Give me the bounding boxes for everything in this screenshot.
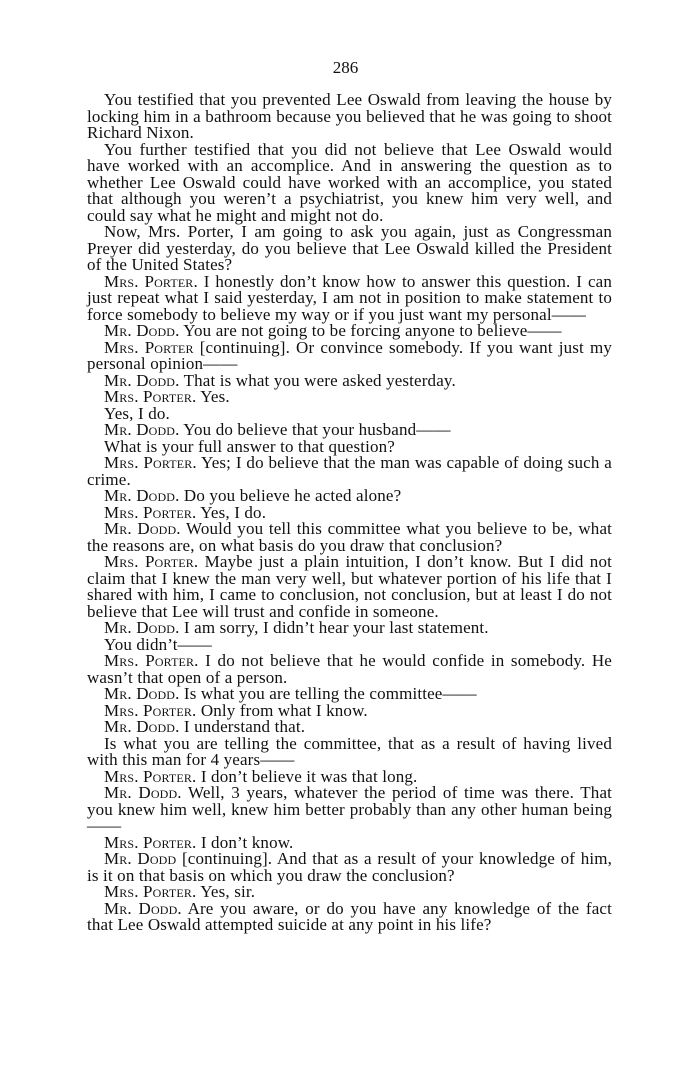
paragraph-text: That is what you were asked yesterday. xyxy=(183,370,456,390)
speaker-name: Mr. Dodd. xyxy=(104,684,180,703)
testimony-paragraph xyxy=(87,653,612,686)
speaker-name: Mr. Dodd. xyxy=(104,783,182,802)
speaker-name: Mrs. Porter. xyxy=(104,882,197,901)
paragraph-text: I do not believe that he would confide in somebody. He wasn’t that open of a person. xyxy=(87,651,613,687)
paragraph-text: Yes, I do. xyxy=(104,403,170,423)
paragraph-text: Or convince somebody. If you want just my personal opinion—— xyxy=(87,337,612,373)
testimony-paragraph xyxy=(87,521,612,554)
paragraph-text: Yes; I do believe that the man was capable of doing such a crime. xyxy=(87,453,612,489)
speaker-name: Mrs. Porter. xyxy=(104,552,199,571)
testimony-paragraph xyxy=(87,455,612,488)
paragraph-text: You further testified that you did not believe that Lee Oswald would have worked with an accomplice. And in answering the question as to whether Lee Oswald could have worked with an accomplice, you stated that although you weren’t a psychiatrist, you knew him very well, and could say what he might and might not do. xyxy=(87,139,612,225)
speaker-note: [continuing]. xyxy=(181,849,273,868)
speaker-name: Mr. Dodd. xyxy=(104,486,180,505)
page-number: 286 xyxy=(332,58,359,77)
paragraph-text: Only from what I know. xyxy=(200,700,368,720)
speaker-name: Mr. Dodd. xyxy=(104,519,181,538)
paragraph-text: Is what you are telling the committee, that as a result of having lived with this man for 4 years—— xyxy=(87,733,612,769)
speaker-name: Mrs. Porter. xyxy=(104,271,198,291)
paragraph-text: I understand that. xyxy=(183,717,306,736)
paragraph-text: Is what you are telling the committee—— xyxy=(183,684,477,703)
paragraph xyxy=(87,224,612,274)
speaker-name: Mr. Dodd. xyxy=(104,618,180,637)
speaker-note: [continuing]. xyxy=(199,337,290,357)
testimony-paragraph xyxy=(87,271,612,324)
document-body xyxy=(87,92,612,934)
speaker-name: Mrs. Porter. xyxy=(104,700,197,720)
speaker-name: Mr. Dodd xyxy=(104,849,177,868)
speaker-name: Mrs. Porter. xyxy=(104,502,197,522)
paragraph-text: Are you aware, or do you have any knowledge of the fact that Lee Oswald attempted suicide at any point in his life? xyxy=(87,898,612,934)
paragraph-text: Do you believe he acted alone? xyxy=(183,486,402,505)
paragraph xyxy=(87,139,612,225)
paragraph xyxy=(87,92,612,142)
speaker-name: Mrs. Porter. xyxy=(104,766,197,786)
paragraph-text: Yes, I do. xyxy=(200,502,267,522)
paragraph-text: I don’t believe it was that long. xyxy=(200,766,418,786)
testimony-paragraph xyxy=(87,851,612,884)
speaker-name: Mr. Dodd. xyxy=(104,370,180,390)
paragraph-text: I don’t know. xyxy=(200,832,294,852)
testimony-paragraph xyxy=(87,337,612,373)
paragraph xyxy=(87,733,612,769)
paragraph-text: Yes. xyxy=(200,387,230,406)
speaker-name: Mrs. Porter. xyxy=(104,832,197,852)
paragraph-text: Well, 3 years, whatever the period of time was there. That you knew him well, knew him better probably than any other human being—— xyxy=(87,783,613,835)
paragraph-text: I honestly don’t know how to answer this question. I can just repeat what I said yesterday, I am not in position to make statement to force somebody to believe my way or if you just want my personal—— xyxy=(87,271,612,324)
speaker-name: Mr. Dodd. xyxy=(104,420,180,439)
paragraph-text: Yes, sir. xyxy=(200,882,256,901)
testimony-paragraph xyxy=(87,554,612,620)
paragraph-text: Would you tell this committee what you believe to be, what the reasons are, on what basis do you draw that conclusion? xyxy=(87,519,613,555)
speaker-name: Mrs. Porter xyxy=(104,337,194,357)
paragraph-text: Maybe just a plain intuition, I don’t know. But I did not claim that I knew the man very well, but whatever portion of his life that I shared with him, I came to conclusion, not conclusion, but at least I do not believe that Lee will trust and confide in someone. xyxy=(87,552,612,621)
paragraph-text: You are not going to be forcing anyone to believe—— xyxy=(183,321,562,340)
paragraph-text: You do believe that your husband—— xyxy=(183,420,451,439)
speaker-name: Mr. Dodd. xyxy=(104,321,180,340)
speaker-name: Mr. Dodd. xyxy=(104,717,180,736)
speaker-name: Mrs. Porter. xyxy=(104,651,199,670)
paragraph-text: You didn’t—— xyxy=(104,634,212,654)
speaker-name: Mrs. Porter. xyxy=(104,387,197,406)
paragraph-text: You testified that you prevented Lee Oswald from leaving the house by locking him in a bathroom because you believed that he was going to shoot Richard Nixon. xyxy=(87,90,612,142)
paragraph-text: I am sorry, I didn’t hear your last statement. xyxy=(183,618,489,637)
paragraph-text: Now, Mrs. Porter, I am going to ask you again, just as Congressman Preyer did yesterday, do you believe that Lee Oswald killed the President of the United States? xyxy=(87,222,612,274)
speaker-name: Mr. Dodd. xyxy=(104,898,182,918)
speaker-name: Mrs. Porter. xyxy=(104,453,197,472)
paragraph-text: What is your full answer to that question? xyxy=(104,436,395,456)
testimony-paragraph xyxy=(87,785,612,835)
paragraph-text: And that as a result of your knowledge of him, is it on that basis on which you draw the conclusion? xyxy=(87,849,612,885)
testimony-paragraph xyxy=(87,898,612,934)
